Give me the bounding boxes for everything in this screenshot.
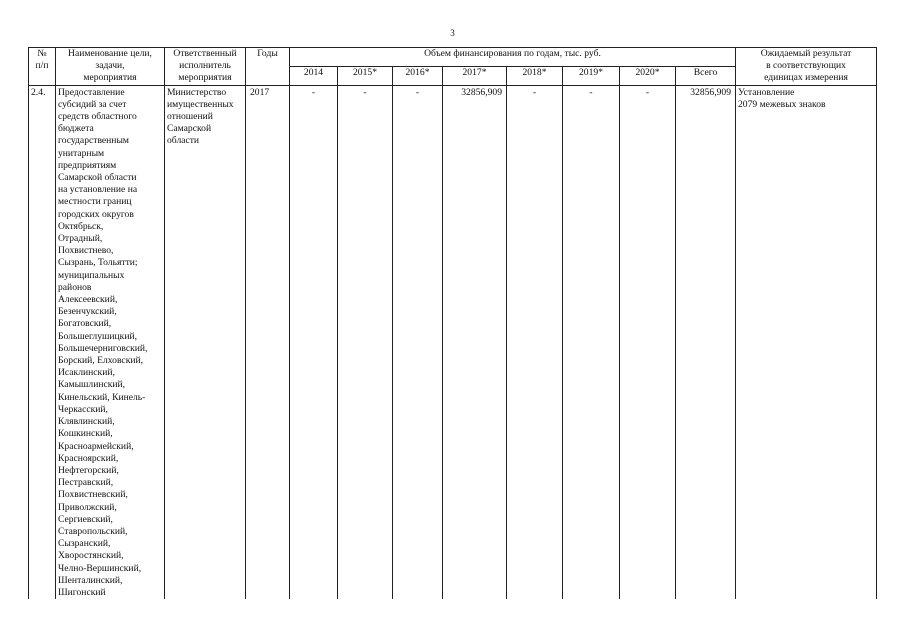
table-row [29, 85, 877, 599]
header-year-2016: 2016* [393, 66, 443, 85]
row-total: 32856,909 [676, 85, 736, 599]
header-year-2020: 2020* [620, 66, 676, 85]
header-year-2017: 2017* [443, 66, 507, 85]
header-year-2019: 2019* [563, 66, 620, 85]
row-name: Предоставление субсидий за счет средств областного бюджета государственным унитарным предприятиям Самарской области на установление на местности границ городских округов Октябрьск, Отрадный, Похвистнево, Сызрань, Тольятти; муниципальных районов Алексеевский, Безенчукский, Богатовский, Большеглушицкий, Большечерниговский, Борский, Елховский, Исаклинский, Камышлинский, Кинельский, Кинель- Черкасский, Клявлинский, Кошкинский, Красноармейский, Красноярский, Нефтегорский, Пестравский, Похвистневский, Приволжский, Сергиевский, Ставропольский, Сызранский, Хворостянский, Челно-Вершинский, Шенталинский, Шигонский [56, 85, 165, 599]
row-value-2018: - [507, 85, 563, 599]
row-years: 2017 [246, 85, 290, 599]
header-years: Годы [246, 48, 290, 86]
row-number: 2.4. [29, 85, 56, 599]
header-total: Всего [676, 66, 736, 85]
row-result: Установление 2079 межевых знаков [736, 85, 877, 599]
header-year-2014: 2014 [290, 66, 338, 85]
header-funding: Объем финансирования по годам, тыс. руб. [290, 48, 736, 67]
header-result: Ожидаемый результат в соответствующих единицах измерения [736, 48, 877, 86]
header-year-2018: 2018* [507, 66, 563, 85]
row-value-2017: 32856,909 [443, 85, 507, 599]
page-number: 3 [450, 28, 455, 38]
header-name: Наименование цели, задачи, мероприятия [56, 48, 165, 86]
header-number: № п/п [29, 48, 56, 86]
table-header [29, 48, 877, 86]
row-value-2015: - [338, 85, 393, 599]
header-year-2015: 2015* [338, 66, 393, 85]
row-responsible: Министерство имущественных отношений Самарской области [165, 85, 246, 599]
row-value-2019: - [563, 85, 620, 599]
row-value-2014: - [290, 85, 338, 599]
row-value-2020: - [620, 85, 676, 599]
row-value-2016: - [393, 85, 443, 599]
funding-table [28, 47, 877, 599]
header-responsible: Ответственный исполнитель мероприятия [165, 48, 246, 86]
